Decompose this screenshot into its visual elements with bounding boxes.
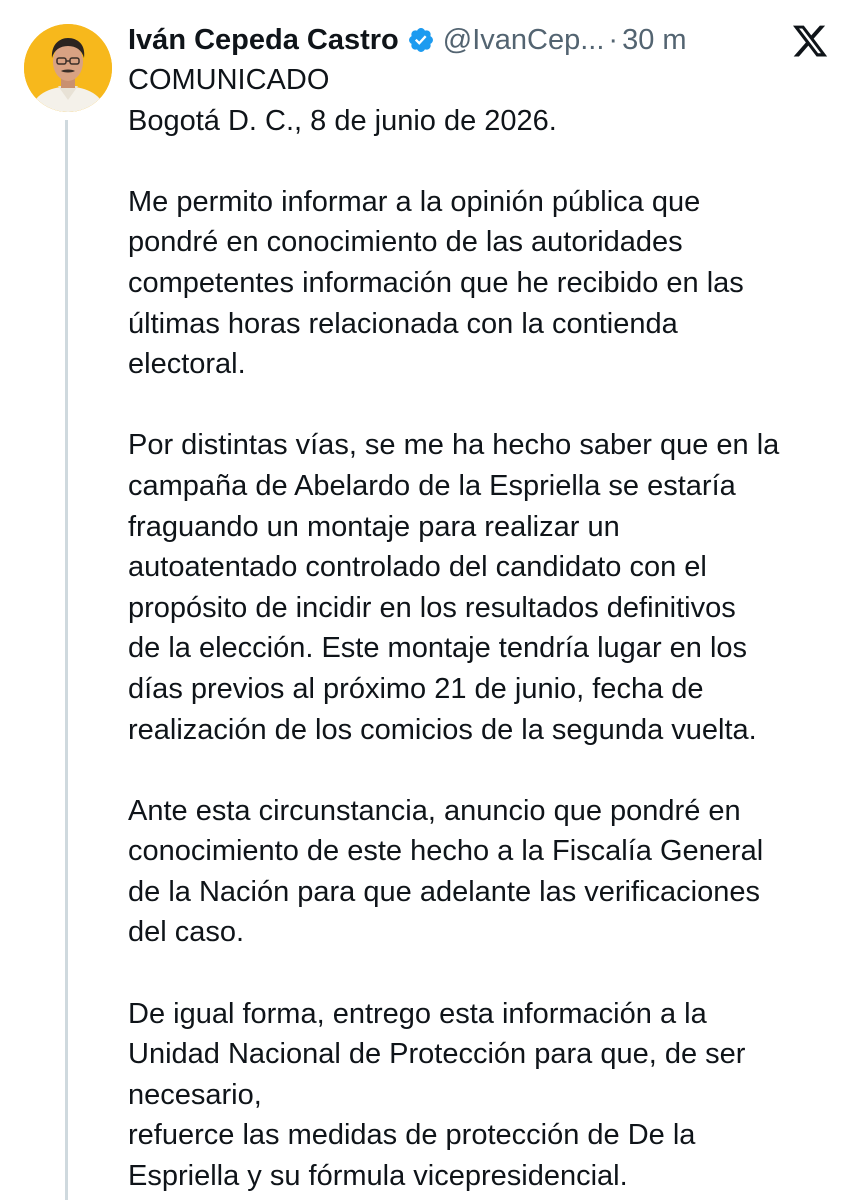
tweet-header — [128, 20, 687, 60]
text-line: campaña de Abelardo de la Espriella se estaría — [128, 469, 736, 502]
post-time[interactable]: 30 m — [622, 23, 687, 56]
author-name[interactable]: Iván Cepeda Castro — [128, 23, 399, 56]
verified-badge-icon — [407, 26, 435, 54]
text-line: conocimiento de este hecho a la Fiscalía General — [128, 835, 764, 868]
thread-line — [65, 120, 68, 1200]
text-line: días previos al próximo 21 de junio, fecha de — [128, 672, 704, 705]
text-line: realización de los comicios de la segunda vuelta. — [128, 713, 757, 746]
x-logo-icon[interactable] — [790, 22, 830, 60]
text-line: electoral. — [128, 348, 246, 381]
text-line: Me permito informar a la opinión pública que — [128, 185, 701, 218]
text-line: Ante esta circunstancia, anuncio que pondré en — [128, 794, 741, 827]
text-line: Unidad Nacional de Protección para que, de ser — [128, 1038, 746, 1071]
text-line: Bogotá D. C., 8 de junio de 2026. — [128, 104, 557, 137]
text-line: fraguando un montaje para realizar un — [128, 510, 620, 543]
paragraph-gap — [128, 953, 840, 994]
text-line: autoatentado controlado del candidato con el — [128, 551, 707, 584]
text-line: Por distintas vías, se me ha hecho saber que en la — [128, 429, 780, 462]
text-line: COMUNICADO — [128, 64, 330, 96]
text-line: refuerce las medidas de protección de De la — [128, 1119, 696, 1152]
paragraph-gap — [128, 385, 840, 426]
text-line: De igual forma, entrego esta información a la — [128, 997, 707, 1030]
text-line: propósito de incidir en los resultados definitivos — [128, 591, 736, 624]
text-line: de la elección. Este montaje tendría lugar en los — [128, 632, 748, 665]
text-line: necesario, — [128, 1078, 262, 1111]
paragraph-gap — [128, 750, 840, 791]
header-separator: · — [608, 23, 619, 56]
tweet-text — [128, 60, 840, 1197]
paragraph-gap — [128, 141, 840, 182]
text-line: competentes información que he recibido en las — [128, 266, 744, 299]
text-line: de la Nación para que adelante las verificaciones — [128, 875, 760, 908]
text-line: Espriella y su fórmula vicepresidencial. — [128, 1160, 628, 1193]
text-line: pondré en conocimiento de las autoridades — [128, 226, 683, 259]
text-line: últimas horas relacionada con la contienda — [128, 307, 678, 340]
text-line: del caso. — [128, 916, 245, 949]
avatar-photo — [24, 24, 112, 112]
author-handle[interactable]: @IvanCep... — [442, 23, 605, 56]
avatar[interactable] — [24, 24, 112, 112]
